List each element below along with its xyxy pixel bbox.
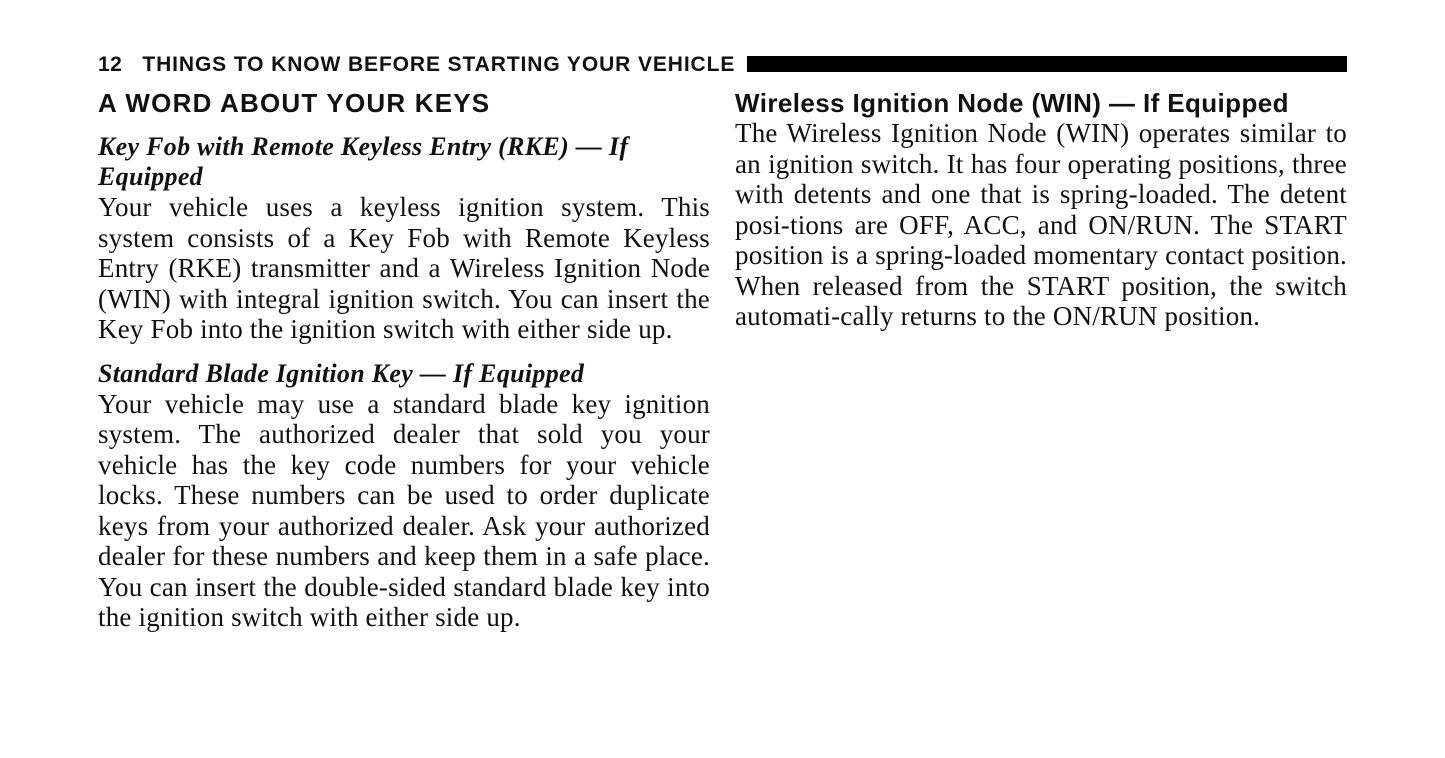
page-header	[98, 52, 1347, 78]
left-column	[98, 88, 710, 647]
paragraph-key-fob: Your vehicle uses a keyless ignition system. This system consists of a Key Fob with Remote Keyless Entry (RKE) transmitter and a Wireless Ignition Node (WIN) with integral ignition switch. You can insert the Key Fob into the ignition switch with either side up.	[98, 192, 710, 344]
right-column	[735, 88, 1347, 346]
header-rule	[747, 56, 1347, 72]
running-head: THINGS TO KNOW BEFORE STARTING YOUR VEHICLE	[142, 53, 736, 76]
paragraph-blade-key: Your vehicle may use a standard blade key ignition system. The authorized dealer that sold you your vehicle has the key code numbers for your vehicle locks. These numbers can be used to order duplicate keys from your authorized dealer. Ask your authorized dealer for these numbers and keep them in a safe place. You can insert the double-sided standard blade key into the ignition switch with either side up.	[98, 388, 710, 632]
paragraph-win: The Wireless Ignition Node (WIN) operates similar to an ignition switch. It has four operating positions, three with detents and one that is spring-loaded. The detent posi-tions are OFF, ACC, and ON/RUN. The START position is a spring-loaded momentary contact position. When released from the START position, the switch automati-cally returns to the ON/RUN position.	[735, 118, 1347, 331]
section-heading-win: Wireless Ignition Node (WIN) — If Equipped	[735, 88, 1289, 118]
section-heading-keys: A WORD ABOUT YOUR KEYS	[98, 88, 491, 118]
subheading-blade-key: Standard Blade Ignition Key — If Equipped	[98, 358, 585, 388]
page-number: 12	[98, 53, 123, 76]
subheading-key-fob: Key Fob with Remote Keyless Entry (RKE) — If Equipped	[98, 132, 629, 191]
